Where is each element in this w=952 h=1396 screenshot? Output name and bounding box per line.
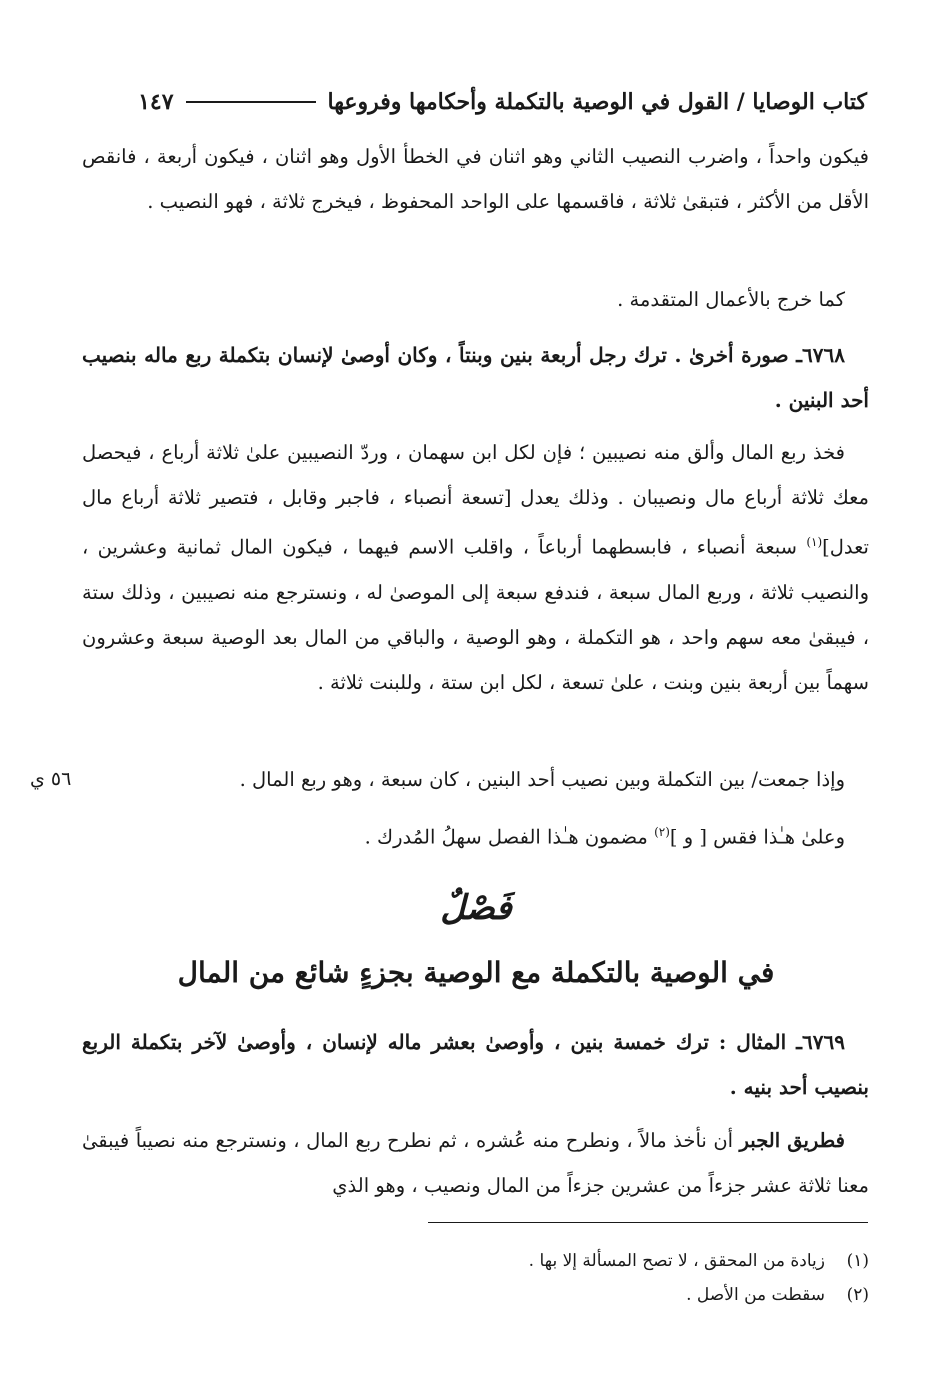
section-title: في الوصية بالتكملة مع الوصية بجزءٍ شائع من المال	[177, 956, 775, 989]
paragraph-7: ٦٧٦٩ـ المثال : ترك خمسة بنين ، وأوصىٰ بعشر ماله لإنسان ، وأوصىٰ لآخر بتكملة الربع بنصيب أحد بنيه .	[82, 1030, 869, 1099]
margin-note: ٥٦ ي	[30, 768, 72, 790]
paragraph-6-text-b: مضمون هـٰذا الفصل سهلُ المُدرك .	[364, 825, 655, 849]
footnote-1-number: (١)	[846, 1251, 869, 1271]
paragraph-4	[82, 430, 869, 705]
footnotes	[82, 1244, 869, 1312]
footnote-rule	[428, 1222, 868, 1223]
paragraph-4-text-a: فخذ ربع المال وألق منه نصيبين ؛ فإن لكل ابن سهمان ، وردّ النصيبين علىٰ ثلاثة أرباع ، فيحصل معك ثلاثة أرباع مال ونصيبان . وذلك يعدل [تسعة أنصباء ، فاجبر وقابل ، فتصير ثلاثة أرباع مال تعدل]	[82, 441, 869, 559]
paragraph-1: فيكون واحداً ، واضرب النصيب الثاني وهو اثنان في الخطأ الأول وهو اثنان ، فيكون أربعة ، فانقص الأقل من الأكثر ، فتبقىٰ ثلاثة ، فاقسمها على الواحد المحفوظ ، فيخرج ثلاثة ، فهو النصيب .	[82, 145, 869, 213]
paragraph-8-text: أن نأخذ مالاً ، ونطرح منه عُشره ، ثم نطرح ربع المال ، ونسترجع منه نصيباً فيبقىٰ معنا ثلاثة عشر جزءاً من عشرين جزءاً من المال ونصيب ، وهو الذي	[82, 1129, 869, 1197]
footnote-1	[82, 1244, 869, 1278]
page-number: ١٤٧	[138, 89, 174, 115]
footnote-ref-2: (٢)	[654, 825, 670, 839]
footnote-2-number: (٢)	[846, 1285, 869, 1305]
paragraph-2: كما خرج بالأعمال المتقدمة .	[617, 288, 845, 311]
paragraph-8	[82, 1118, 869, 1208]
header-rule	[186, 101, 316, 103]
paragraph-5: وإذا جمعت/ بين التكملة وبين نصيب أحد البنين ، كان سبعة ، وهو ربع المال .	[239, 768, 845, 791]
paragraph-8-lead: فطريق الجبر	[739, 1129, 845, 1152]
footnote-1-text: زيادة من المحقق ، لا تصح المسألة إلا بها .	[528, 1251, 825, 1271]
running-header	[92, 82, 867, 122]
paragraph-6	[82, 810, 869, 860]
paragraph-3: ٦٧٦٨ـ صورة أخرىٰ . ترك رجل أربعة بنين وبنتاً ، وكان أوصىٰ لإنسان بتكملة ربع ماله بنصيب أحد البنين .	[82, 343, 869, 412]
footnote-ref-1: (١)	[806, 535, 823, 549]
footnote-2	[82, 1278, 869, 1312]
header-title: كتاب الوصايا / القول في الوصية بالتكملة وأحكامها وفروعها	[327, 89, 867, 115]
footnote-2-text: سقطت من الأصل .	[686, 1285, 825, 1305]
paragraph-6-text-a: وعلىٰ هـٰذا فقس [ و ]	[669, 825, 845, 849]
fasl-heading: فَصْلٌ	[440, 888, 512, 928]
paragraph-4-text-b: سبعة أنصباء ، فابسطهما أرباعاً ، واقلب الاسم فيهما ، فيكون المال ثمانية وعشرين ، والنصيب ثلاثة ، وربع المال سبعة ، فندفع سبعة إلى الموصىٰ له ، ونسترجع منه نصيبين ، وذلك ستة ، فيبقىٰ معه سهم واحد ، هو التكملة ، وهو الوصية ، والباقي من المال بعد الوصية سبعة وعشرون سهماً بين أربعة بنين وبنت ، علىٰ تسعة ، لكل ابن ستة ، وللبنت ثلاثة .	[82, 535, 869, 694]
